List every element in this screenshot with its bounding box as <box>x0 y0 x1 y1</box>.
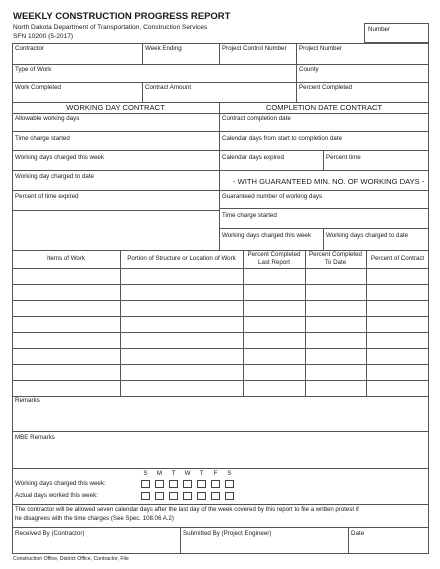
charged-sat-checkbox[interactable] <box>225 480 234 488</box>
day-letter-thu: T <box>199 470 204 477</box>
day-letter-mon: M <box>156 470 163 477</box>
type-of-work-label: Type of Work <box>15 66 52 73</box>
worked-mon-checkbox[interactable] <box>155 492 164 500</box>
worked-sat-checkbox[interactable] <box>225 492 234 500</box>
col-pct-date-line2: To Date <box>324 259 347 266</box>
protest-notice-line2: he disagrees with the time charges (See Spec. 108.06 A.2) <box>15 515 174 522</box>
day-letter-sat: S <box>227 470 232 477</box>
worked-fri-checkbox[interactable] <box>211 492 220 500</box>
received-by-label: Received By (Contractor) <box>15 530 85 537</box>
table-row[interactable] <box>12 348 429 349</box>
calendar-days-expired-label: Calendar days expired <box>222 154 284 161</box>
table-row[interactable] <box>12 284 429 285</box>
table-row[interactable] <box>12 300 429 301</box>
day-letter-fri: F <box>213 470 218 477</box>
charged-thu-checkbox[interactable] <box>197 480 206 488</box>
days-charged-to-date-label: Working day charged to date <box>15 173 94 180</box>
guaranteed-days-banner: - WITH GUARANTEED MIN. NO. OF WORKING DAYS - <box>233 177 425 186</box>
calendar-days-start-label: Calendar days from start to completion date <box>222 135 343 142</box>
contractor-label: Contractor <box>15 45 44 52</box>
cd-days-charged-to-date-label: Working days charged to date <box>326 232 409 239</box>
percent-time-label: Percent time <box>326 154 361 161</box>
table-row[interactable] <box>12 316 429 317</box>
form-id: SFN 10200 (5-2017) <box>13 33 74 40</box>
days-charged-label: Working days charged this week: <box>15 480 106 487</box>
date-label: Date <box>351 530 365 537</box>
charged-sun-checkbox[interactable] <box>141 480 150 488</box>
table-row[interactable] <box>12 332 429 333</box>
col-pct-date-line1: Percent Completed <box>309 251 362 258</box>
charged-fri-checkbox[interactable] <box>211 480 220 488</box>
percent-completed-label: Percent Completed <box>299 84 352 91</box>
percent-time-expired-label: Percent of time expired <box>15 193 79 200</box>
submitted-by-label: Submitted By (Project Engineer) <box>183 530 272 537</box>
agency-name: North Dakota Department of Transportation, Construction Services <box>13 24 208 31</box>
worked-tue-checkbox[interactable] <box>169 492 178 500</box>
table-row[interactable] <box>12 380 429 381</box>
table-row[interactable] <box>12 364 429 365</box>
day-letter-sun: S <box>143 470 148 477</box>
date-field[interactable] <box>349 540 428 553</box>
completion-date-label: Contract completion date <box>222 115 291 122</box>
project-number-label: Project Number <box>299 45 342 52</box>
day-letter-tue: T <box>171 470 176 477</box>
charged-mon-checkbox[interactable] <box>155 480 164 488</box>
day-letter-wed: W <box>184 470 191 477</box>
worked-wed-checkbox[interactable] <box>183 492 192 500</box>
completion-date-contract-title: COMPLETION DATE CONTRACT <box>265 103 383 112</box>
col-items-of-work: Items of Work <box>46 255 86 262</box>
number-label: Number <box>368 26 391 33</box>
contract-amount-label: Contract Amount <box>145 84 192 91</box>
charged-wed-checkbox[interactable] <box>183 480 192 488</box>
remarks-field[interactable] <box>13 406 428 431</box>
mbe-remarks-field[interactable] <box>13 443 428 468</box>
days-charged-this-week-label: Working days charged this week <box>15 154 104 161</box>
received-by-field[interactable] <box>13 540 179 553</box>
remarks-label: Remarks <box>15 397 40 404</box>
col-portion-of-structure: Portion of Structure or Location of Work <box>127 255 236 262</box>
mbe-remarks-label: MBE Remarks <box>15 434 55 441</box>
allowable-days-label: Allowable working days <box>15 115 80 122</box>
county-label: County <box>299 66 319 73</box>
col-pct-of-contract: Percent of Contract <box>370 255 425 262</box>
worked-sun-checkbox[interactable] <box>141 492 150 500</box>
form-title: WEEKLY CONSTRUCTION PROGRESS REPORT <box>13 11 231 22</box>
week-ending-label: Week Ending <box>145 45 182 52</box>
protest-notice-line1: The contractor will be allowed seven calendar days after the last day of the week covered by this report to file a written protest if <box>15 506 359 513</box>
time-charge-started-label: Time charge started <box>15 135 70 142</box>
worked-thu-checkbox[interactable] <box>197 492 206 500</box>
col-pct-last-line2: Last Report <box>258 259 290 266</box>
days-worked-label: Actual days worked this week: <box>15 492 98 499</box>
submitted-by-field[interactable] <box>181 540 347 553</box>
charged-tue-checkbox[interactable] <box>169 480 178 488</box>
guaranteed-days-label: Guaranteed number of working days <box>222 193 323 200</box>
cd-time-charge-started-label: Time charge started <box>222 212 277 219</box>
distribution-footer: Construction Office, District Office, Contractor, File <box>13 556 129 562</box>
working-day-contract-title: WORKING DAY CONTRACT <box>66 103 165 112</box>
cd-days-charged-this-week-label: Working days charged this week <box>222 232 311 239</box>
work-completed-label: Work Completed <box>15 84 61 91</box>
col-pct-last-line1: Percent Completed <box>247 251 301 258</box>
project-control-number-label: Project Control Number <box>222 45 287 52</box>
